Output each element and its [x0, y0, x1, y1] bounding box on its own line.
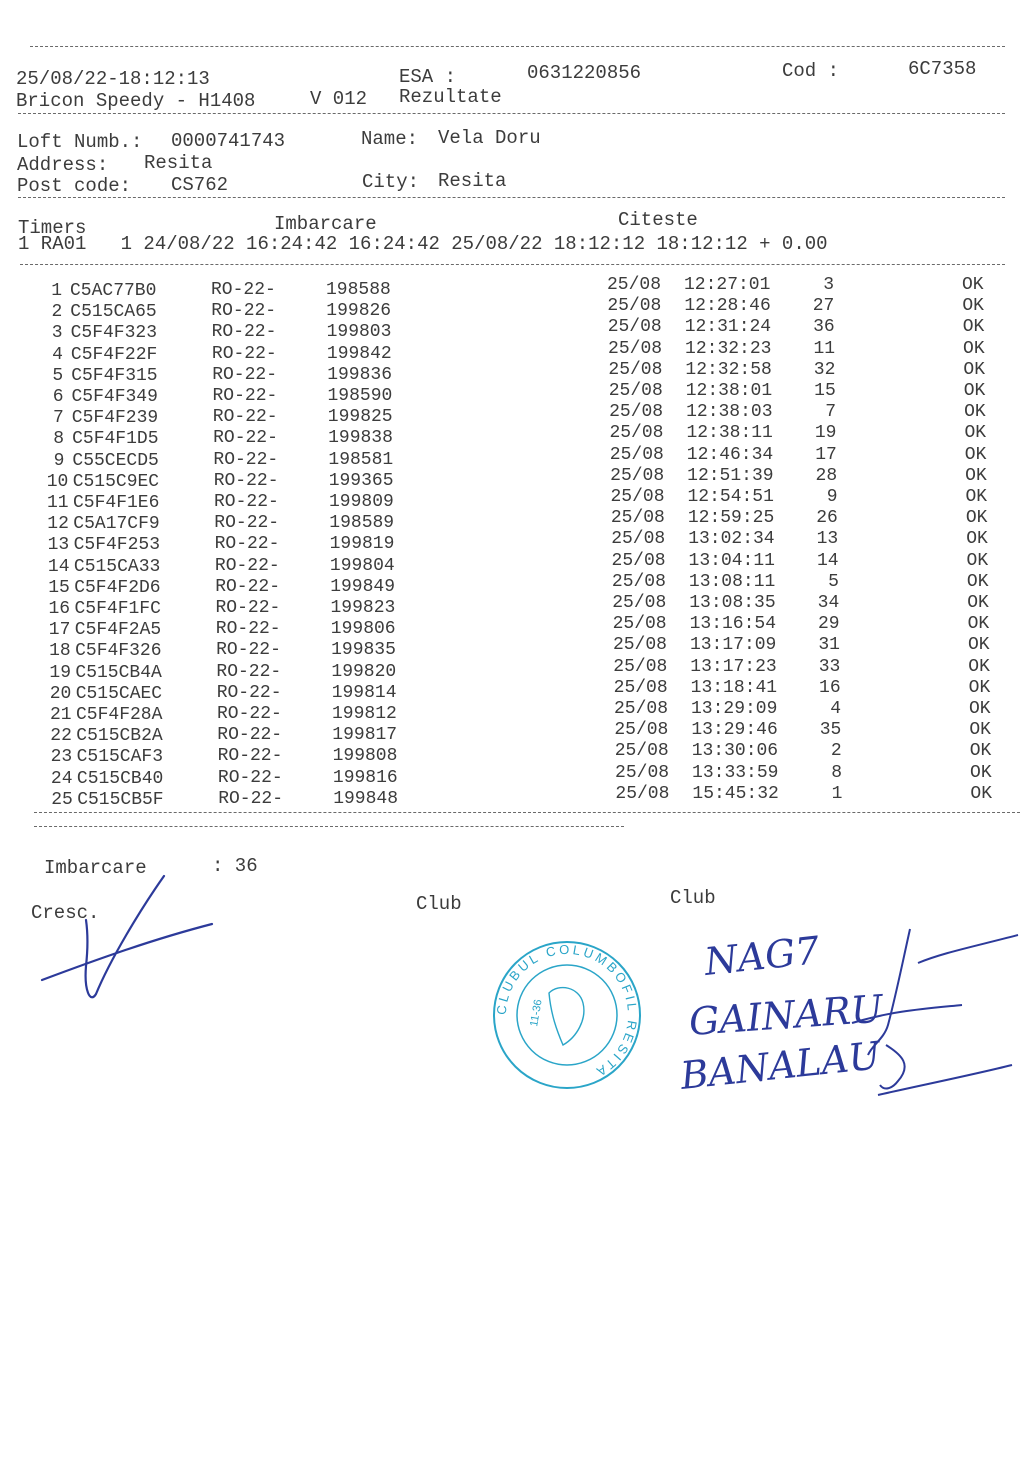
cod-value: 6C7358 — [908, 58, 977, 80]
divider-top — [30, 46, 1005, 47]
row-index: 9 — [53, 450, 65, 471]
ring-prefix: RO-22- — [214, 534, 280, 555]
imbarcare-total-value: : 36 — [212, 855, 258, 877]
table-row — [0, 444, 1024, 472]
chip-id: C515CB5F — [77, 789, 164, 810]
arrival-date: 25/08 — [612, 635, 667, 656]
ring-number: 199842 — [326, 343, 392, 364]
arrival-time: 13:04:11 — [688, 550, 775, 571]
loft-number: 0000741743 — [171, 130, 286, 152]
position: 35 — [819, 720, 842, 741]
status: OK — [962, 275, 984, 295]
row-index: 15 — [48, 577, 70, 598]
position: 36 — [813, 317, 835, 338]
status: OK — [963, 381, 986, 401]
arrival-date: 25/08 — [608, 338, 663, 359]
arrival-time: 13:18:41 — [690, 677, 778, 698]
table-row — [0, 402, 1024, 429]
status: OK — [966, 529, 988, 550]
ring-prefix: RO-22- — [211, 343, 277, 364]
ring-prefix: RO-22- — [212, 407, 278, 428]
table-row — [0, 275, 1024, 302]
arrival-time: 12:38:11 — [686, 423, 773, 444]
chip-id: C515CB2A — [76, 726, 163, 747]
arrival-date: 25/08 — [612, 593, 667, 613]
signature-line-2: GAINARU — [687, 986, 885, 1044]
ring-prefix: RO-22- — [213, 470, 279, 491]
arrival-date: 25/08 — [609, 402, 664, 423]
chip-id: C5F4F1D5 — [72, 429, 159, 450]
ring-number: 199849 — [330, 576, 395, 597]
chip-id: C5F4F22F — [70, 344, 158, 365]
ring-prefix: RO-22- — [215, 576, 280, 597]
ring-number: 199808 — [332, 746, 398, 767]
position: 19 — [814, 423, 837, 444]
chip-id: C5F4F323 — [70, 323, 158, 344]
table-row — [0, 423, 1024, 450]
ring-number: 199816 — [332, 767, 398, 788]
arrival-date: 25/08 — [611, 550, 666, 571]
arrival-time: 13:17:23 — [690, 656, 777, 677]
breeder-signature — [30, 870, 270, 1010]
row-index: 6 — [52, 387, 64, 407]
ring-number: 199814 — [331, 682, 397, 703]
ring-prefix: RO-22- — [217, 746, 283, 767]
club-label-left: Club — [416, 893, 462, 915]
row-index: 11 — [47, 493, 69, 513]
table-row — [0, 508, 1024, 535]
ring-prefix: RO-22- — [213, 428, 278, 449]
ring-number: 199838 — [328, 428, 393, 449]
row-index: 16 — [48, 599, 71, 619]
ring-prefix: RO-22- — [214, 492, 279, 512]
chip-id: C515CB40 — [76, 768, 164, 789]
position: 31 — [818, 635, 840, 656]
table-row — [0, 593, 1024, 620]
status: OK — [965, 487, 988, 507]
status: OK — [964, 423, 987, 444]
club-stamp — [487, 935, 647, 1095]
table-row — [0, 487, 1024, 514]
row-index: 23 — [50, 747, 73, 768]
ring-prefix: RO-22- — [217, 704, 282, 724]
chip-id: C5F4F349 — [71, 387, 158, 407]
row-index: 17 — [48, 620, 71, 641]
address-value: Resita — [144, 152, 213, 174]
arrival-time: 12:31:24 — [684, 317, 772, 338]
arrival-time: 13:17:09 — [689, 635, 777, 656]
position: 11 — [813, 338, 836, 359]
arrival-time: 13:29:09 — [691, 699, 778, 719]
position: 1 — [831, 783, 843, 804]
chip-id: C515CA33 — [73, 556, 161, 577]
report-datetime: 25/08/22-18:12:13 — [16, 68, 210, 90]
arrival-time: 13:16:54 — [689, 614, 777, 635]
postcode-label: Post code: — [17, 175, 132, 197]
divider-timers — [20, 264, 1005, 265]
arrival-date: 25/08 — [615, 762, 670, 783]
position: 26 — [816, 508, 838, 529]
position: 4 — [830, 699, 841, 719]
city-label: City: — [362, 171, 420, 193]
arrival-time: 13:33:59 — [692, 762, 779, 783]
signature-line-3: BANALAU — [678, 1033, 883, 1098]
status: OK — [963, 359, 985, 380]
position: 9 — [826, 487, 838, 507]
row-index: 22 — [50, 726, 72, 747]
position: 33 — [818, 656, 841, 677]
arrival-date: 25/08 — [614, 741, 669, 762]
status: OK — [966, 550, 989, 571]
arrival-time: 12:59:25 — [687, 508, 775, 529]
position: 5 — [828, 571, 839, 592]
row-index: 13 — [47, 535, 70, 556]
row-index: 25 — [51, 789, 73, 810]
position: 16 — [819, 677, 841, 698]
chip-id: C5F4F253 — [73, 535, 161, 556]
ring-prefix: RO-22- — [211, 322, 277, 343]
ring-number: 199820 — [331, 661, 397, 682]
ring-prefix: RO-22- — [217, 767, 283, 788]
arrival-date: 25/08 — [609, 423, 664, 444]
timers-label: Timers — [18, 217, 87, 239]
ring-number: 199823 — [330, 598, 396, 618]
arrival-date: 25/08 — [613, 677, 668, 698]
ring-number: 199365 — [328, 470, 394, 491]
chip-id: C515CA65 — [70, 302, 157, 323]
status: OK — [967, 635, 990, 656]
status: OK — [970, 783, 992, 804]
position: 32 — [813, 359, 836, 380]
arrival-date: 25/08 — [612, 614, 667, 635]
address-label: Address: — [17, 154, 109, 176]
table-row — [0, 529, 1024, 556]
status: OK — [968, 656, 990, 677]
ring-prefix: RO-22- — [211, 280, 276, 300]
chip-id: C5F4F1E6 — [73, 493, 160, 513]
city-value: Resita — [438, 170, 507, 192]
row-index: 7 — [52, 408, 64, 429]
arrival-date: 25/08 — [615, 783, 670, 804]
signature-line-1: NAG7 — [702, 928, 822, 984]
arrival-time: 13:29:46 — [691, 720, 778, 741]
chip-id: C515CAEC — [75, 683, 163, 704]
position: 17 — [815, 444, 837, 465]
chip-id: C5F4F1FC — [74, 599, 161, 619]
arrival-time: 12:28:46 — [684, 296, 771, 317]
arrival-time: 15:45:32 — [692, 783, 779, 804]
table-row — [0, 359, 1024, 387]
row-index: 1 — [51, 281, 62, 301]
ring-number: 199817 — [332, 725, 398, 746]
ring-number: 199806 — [330, 619, 396, 640]
divider-owner — [18, 197, 1005, 198]
row-index: 5 — [52, 365, 64, 386]
ring-number: 199819 — [329, 534, 395, 555]
ring-prefix: RO-22- — [216, 661, 282, 682]
arrival-date: 25/08 — [610, 487, 665, 507]
table-row — [0, 656, 1024, 684]
arrival-date: 25/08 — [608, 381, 663, 401]
divider-header — [18, 113, 1005, 114]
row-index: 21 — [50, 705, 72, 725]
position: 8 — [831, 762, 843, 783]
arrival-time: 12:54:51 — [687, 487, 774, 507]
table-row — [0, 381, 1024, 408]
cod-label: Cod : — [782, 60, 840, 82]
arrival-time: 12:38:03 — [686, 402, 773, 423]
chip-id: C5AC77B0 — [70, 281, 157, 301]
ring-prefix: RO-22- — [215, 619, 281, 640]
arrival-date: 25/08 — [613, 656, 668, 677]
status: OK — [965, 465, 987, 486]
row-index: 8 — [53, 429, 65, 450]
report-mode: Rezultate — [399, 86, 502, 108]
status: OK — [962, 317, 985, 338]
ring-number: 199825 — [327, 407, 393, 428]
chip-id: C515C9EC — [72, 471, 160, 492]
device-version: V 012 — [310, 88, 368, 110]
club-label-right: Club — [670, 887, 716, 909]
table-row — [0, 720, 1024, 747]
arrival-date: 25/08 — [614, 699, 669, 719]
row-index: 4 — [52, 344, 63, 365]
arrival-date: 25/08 — [611, 571, 666, 592]
status: OK — [969, 699, 991, 719]
ring-number: 198590 — [327, 386, 393, 406]
ring-prefix: RO-22- — [217, 725, 283, 746]
status: OK — [969, 720, 991, 741]
status: OK — [963, 338, 985, 359]
arrival-date: 25/08 — [607, 317, 662, 338]
ring-prefix: RO-22- — [218, 788, 283, 809]
row-index: 12 — [47, 514, 69, 535]
arrival-time: 13:30:06 — [691, 741, 779, 762]
position: 29 — [817, 614, 840, 635]
ring-number: 199836 — [327, 364, 392, 385]
imbarcare-heading: Imbarcare — [274, 213, 377, 235]
table-row — [0, 699, 1024, 726]
table-row — [0, 571, 1024, 599]
chip-id: C5F4F315 — [71, 365, 158, 386]
arrival-time: 12:46:34 — [686, 444, 774, 465]
ring-number: 199848 — [333, 788, 398, 809]
chip-id: C515CB4A — [75, 662, 162, 683]
table-row — [0, 635, 1024, 662]
position: 27 — [812, 296, 835, 317]
cresc-label: Cresc. — [31, 902, 100, 924]
arrival-time: 13:02:34 — [688, 529, 775, 550]
ring-prefix: RO-22- — [212, 364, 277, 385]
position: 13 — [816, 529, 839, 550]
status: OK — [968, 677, 991, 698]
row-index: 10 — [46, 471, 69, 492]
ring-prefix: RO-22- — [214, 513, 280, 534]
status: OK — [962, 296, 984, 317]
position: 28 — [815, 465, 838, 486]
row-index: 2 — [51, 302, 63, 323]
table-row — [0, 614, 1024, 641]
position: 2 — [830, 741, 842, 762]
status: OK — [970, 762, 992, 783]
table-row — [0, 762, 1024, 790]
chip-id: C5F4F2A5 — [74, 620, 162, 641]
ring-number: 198588 — [326, 280, 391, 300]
postcode-value: CS762 — [171, 174, 229, 196]
arrival-date: 25/08 — [609, 444, 664, 465]
ring-number: 199804 — [329, 555, 395, 576]
row-index: 14 — [47, 556, 70, 577]
club-signatures — [672, 905, 1022, 1105]
row-index: 24 — [50, 768, 73, 789]
device-name: Bricon Speedy - H1408 — [16, 90, 256, 112]
timer-line: 1 RA01 1 24/08/22 16:24:42 16:24:42 25/08/22 18:12:12 18:12:12 + 0.00 — [18, 233, 828, 255]
position: 14 — [816, 550, 839, 571]
ring-number: 199835 — [331, 640, 396, 661]
position: 3 — [823, 275, 834, 295]
position: 7 — [825, 402, 837, 423]
row-index: 20 — [49, 683, 72, 704]
ring-prefix: RO-22- — [211, 301, 277, 322]
arrival-date: 25/08 — [608, 359, 663, 380]
arrival-time: 12:27:01 — [684, 275, 771, 295]
arrival-date: 25/08 — [607, 275, 662, 295]
table-row — [0, 338, 1024, 366]
status: OK — [964, 402, 986, 423]
chip-id: C55CECD5 — [72, 450, 159, 471]
chip-id: C5F4F239 — [71, 408, 159, 429]
arrival-date: 25/08 — [611, 529, 666, 550]
imbarcare-total-label: Imbarcare — [44, 857, 147, 879]
status: OK — [967, 614, 990, 635]
chip-id: C5A17CF9 — [73, 514, 160, 535]
row-index: 18 — [49, 641, 71, 662]
owner-name: Vela Doru — [438, 127, 541, 149]
ring-number: 199826 — [326, 301, 392, 322]
ring-prefix: RO-22- — [216, 640, 281, 661]
ring-prefix: RO-22- — [216, 682, 282, 703]
chip-id: C5F4F326 — [75, 641, 162, 662]
arrival-time: 13:08:11 — [688, 571, 776, 592]
stamp-ring-text: CLUBUL COLUMBOFIL RESITA — [493, 941, 641, 1081]
arrival-date: 25/08 — [607, 296, 662, 317]
row-index: 3 — [51, 323, 63, 344]
arrival-date: 25/08 — [610, 465, 665, 486]
arrival-time: 12:32:23 — [685, 338, 772, 359]
status: OK — [967, 593, 989, 613]
status: OK — [965, 508, 988, 529]
divider-results-2 — [34, 826, 624, 827]
citeste-heading: Citeste — [618, 209, 698, 231]
chip-id: C515CAF3 — [76, 747, 164, 768]
status: OK — [966, 571, 989, 592]
table-row — [0, 296, 1024, 323]
table-row — [0, 783, 1024, 811]
table-row — [0, 677, 1024, 705]
esa-value: 0631220856 — [527, 62, 642, 84]
arrival-date: 25/08 — [614, 720, 669, 741]
status: OK — [964, 444, 987, 465]
chip-id: C5F4F2D6 — [74, 577, 161, 598]
esa-label: ESA : — [399, 66, 457, 88]
row-index: 19 — [49, 662, 71, 683]
ring-number: 199809 — [329, 492, 394, 512]
divider-results — [34, 812, 1020, 813]
ring-number: 198581 — [328, 449, 394, 470]
arrival-time: 12:38:01 — [685, 381, 773, 401]
ring-prefix: RO-22- — [212, 386, 278, 406]
arrival-date: 25/08 — [610, 508, 665, 529]
ring-prefix: RO-22- — [214, 555, 280, 576]
table-row — [0, 317, 1024, 344]
arrival-time: 12:32:58 — [685, 359, 772, 380]
ring-number: 199803 — [326, 322, 392, 343]
table-row — [0, 550, 1024, 578]
status: OK — [969, 741, 992, 762]
loft-label: Loft Numb.: — [17, 131, 143, 153]
ring-prefix: RO-22- — [215, 598, 281, 618]
arrival-time: 13:08:35 — [689, 593, 776, 613]
arrival-time: 12:51:39 — [687, 465, 774, 486]
ring-prefix: RO-22- — [213, 449, 279, 470]
position: 15 — [814, 381, 836, 401]
stamp-center-text: 11-36 — [528, 998, 545, 1028]
table-row — [0, 465, 1024, 493]
chip-id: C5F4F28A — [76, 705, 163, 725]
position: 34 — [817, 593, 840, 613]
table-row — [0, 741, 1024, 768]
name-label: Name: — [361, 128, 419, 150]
ring-number: 198589 — [329, 513, 395, 534]
ring-number: 199812 — [332, 704, 397, 724]
